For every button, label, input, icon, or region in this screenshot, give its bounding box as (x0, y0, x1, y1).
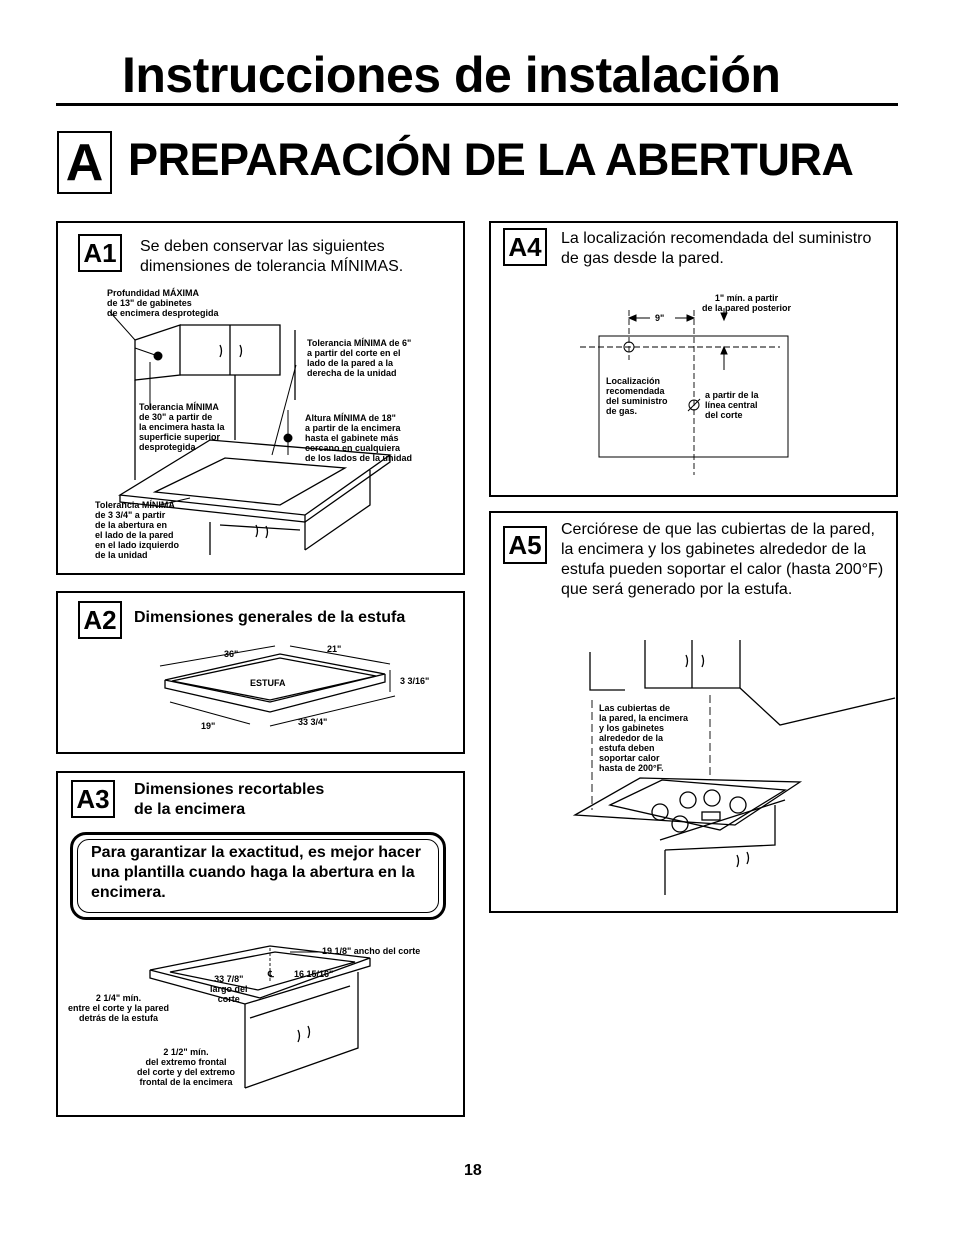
a2-stove-diagram (150, 640, 450, 750)
a5-label-heat: Las cubiertas de la pared, la encimera y los gabinetes alrededor de la estufa deben soportar calor hasta de 200°F. (599, 703, 689, 773)
tag-a4: A4 (503, 228, 547, 266)
a3-label-width: 19 1/8" ancho del corte (322, 946, 421, 956)
a2-label-3316: 3 3/16" (400, 676, 430, 686)
a1-label-side6: Tolerancia MÍNIMA de 6" a partir del corte en el lado de la pared a la derecha de la unidad (307, 338, 412, 378)
a2-label-3334: 33 3/4" (298, 717, 328, 727)
a4-label-center: a partir de la línea central del corte (705, 390, 759, 420)
a1-label-left334: Tolerancia MÍNIMA de 3 3/4" a partir de la abertura en el lado de la pared en el lado izquierdo de la unidad (95, 500, 180, 560)
section-letter: A (57, 131, 112, 194)
a3-label-half: 16 15/16" (294, 969, 334, 979)
page-number: 18 (464, 1162, 482, 1179)
page-title: Instrucciones de instalación (122, 47, 781, 103)
tag-a3: A3 (71, 780, 115, 818)
a3-subtitle: Dimensiones recortables de la encimera (134, 781, 325, 818)
a2-label-21: 21" (327, 644, 342, 654)
a1-label-height18: Altura MÍNIMA de 18" a partir de la encimera hasta el gabinete más cercano en cualquiera de los lados de la unidad (305, 413, 413, 463)
a2-label-36: 36" (224, 649, 239, 659)
a4-label-9: 9" (655, 313, 665, 323)
tag-a5: A5 (503, 526, 547, 564)
section-title: PREPARACIÓN DE LA ABERTURA (128, 134, 854, 185)
a4-lead: La localización recomendada del suministro de gas desde la pared. (561, 230, 872, 267)
a2-label-stove: ESTUFA (250, 678, 286, 688)
a1-label-top30: Tolerancia MÍNIMA de 30" a partir de la encimera hasta la superficie superior desprotegida (139, 402, 225, 452)
a3-label-length: 33 7/8" largo del corte (210, 974, 248, 1004)
a3-label-front: 2 1/2" mín. del extremo frontal del corte y del extremo frontal de la encimera (137, 1047, 236, 1087)
a5-lead: Cerciórese de que las cubiertas de la pared, la encimera y los gabinetes alrededor de la estufa pueden soportar el calor (hasta 200°F) que será generado por la estufa. (561, 521, 884, 598)
a1-lead: Se deben conservar las siguientes dimensiones de tolerancia MÍNIMAS. (140, 238, 404, 275)
a2-label-19: 19" (201, 721, 216, 731)
a4-label-gas: Localización recomendada del suministro de gas. (606, 376, 668, 416)
tag-a2: A2 (78, 601, 122, 639)
title-rule (56, 103, 898, 106)
a1-label-depth: Profundidad MÁXIMA de 13" de gabinetes de encimera desprotegida (107, 288, 219, 318)
a3-note: Para garantizar la exactitud, es mejor hacer una plantilla cuando haga la abertura en la encimera. (91, 844, 421, 901)
tag-a1: A1 (78, 234, 122, 272)
a4-label-1min: 1" mín. a partir de la pared posterior (702, 293, 792, 313)
a2-subtitle: Dimensiones generales de la estufa (134, 609, 406, 626)
a3-centerline-icon: ℄ (268, 969, 274, 979)
a3-label-rear: 2 1/4" mín. entre el corte y la pared detrás de la estufa (68, 993, 170, 1023)
